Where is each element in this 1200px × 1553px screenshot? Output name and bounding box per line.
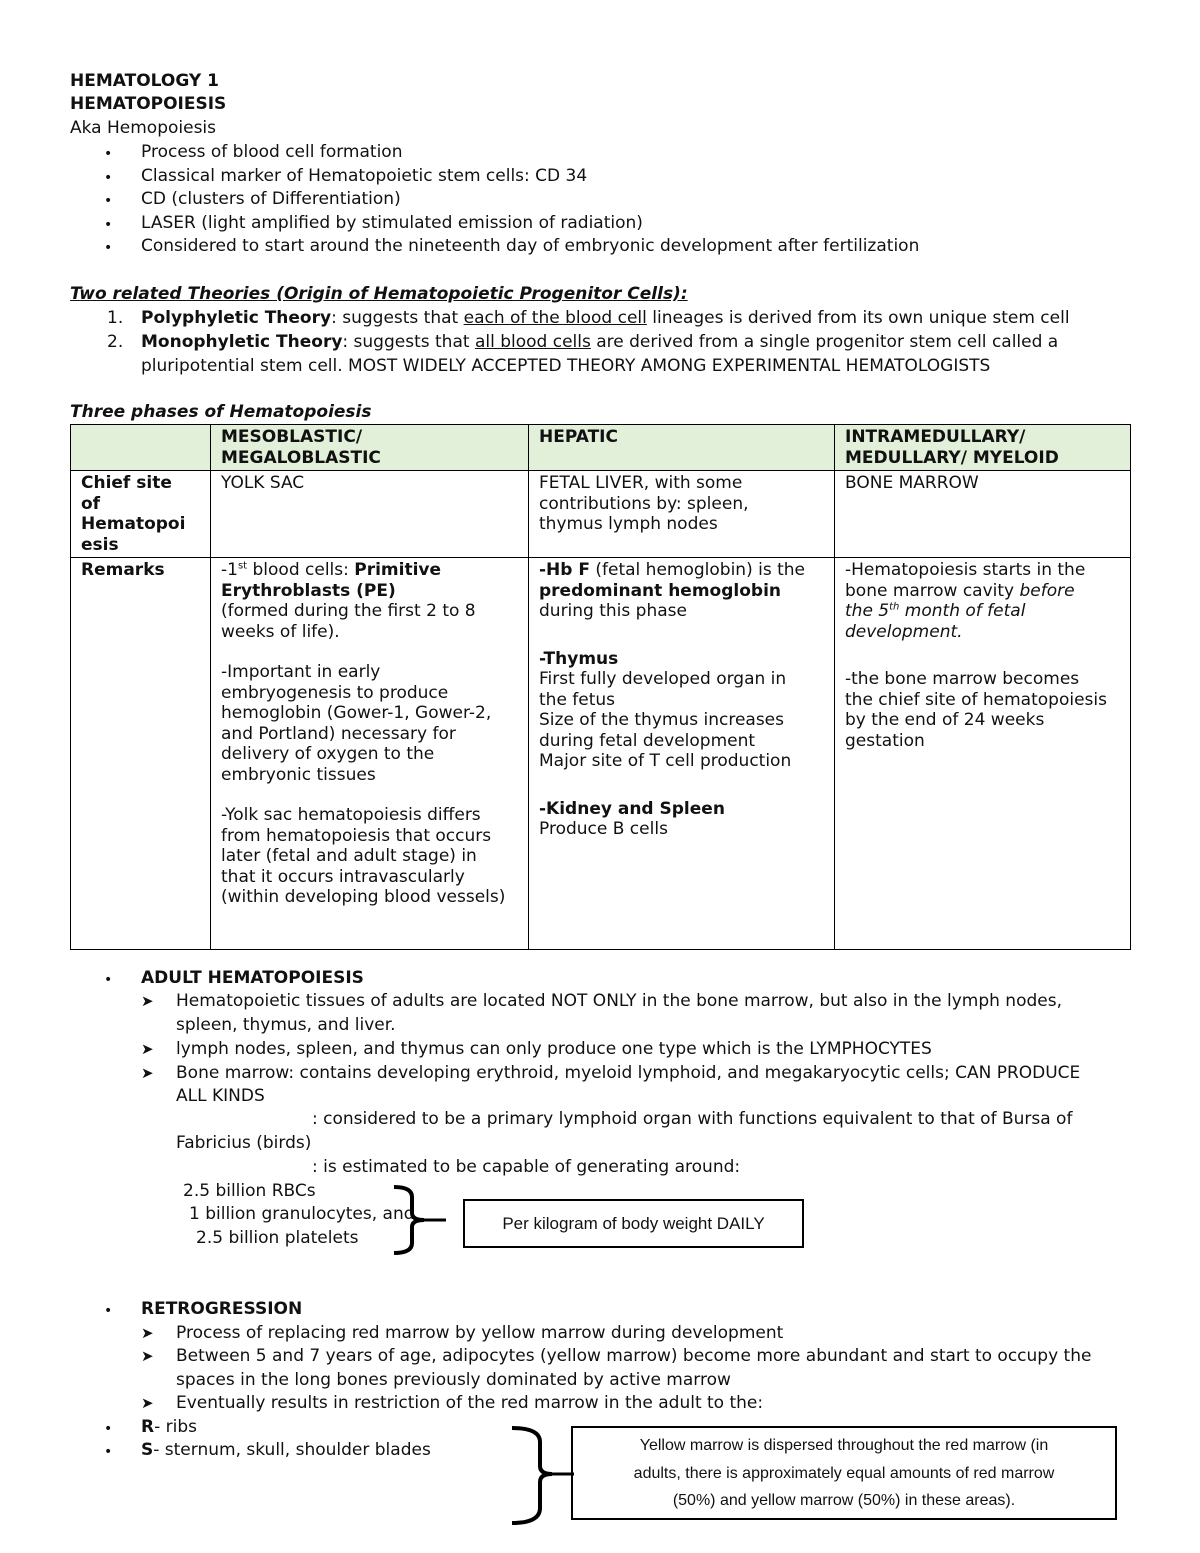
theory-text: are derived from a single progenitor stem cell called a xyxy=(590,332,1059,352)
cell-line: BONE MARROW xyxy=(845,473,979,493)
row-label-remarks: Remarks xyxy=(71,558,211,950)
rs-letter: R xyxy=(141,1417,155,1437)
chief-site-mesoblastic xyxy=(211,471,529,558)
list-item: Eventually results in restriction of the red marrow in the adult to the: xyxy=(176,1393,764,1413)
cell-text: (fetal hemoglobin) is the xyxy=(589,560,805,580)
cell-line: Major site of T cell production xyxy=(539,751,792,771)
header-line: MEGALOBLASTIC xyxy=(221,447,381,468)
bullet-icon: • xyxy=(104,972,113,988)
list-item-continued: spleen, thymus, and liver. xyxy=(176,1015,396,1035)
superscript: st xyxy=(237,560,248,572)
list-item: LASER (light amplified by stimulated emission of radiation) xyxy=(141,213,643,233)
column-header-hepatic xyxy=(529,425,835,471)
cell-line: -Important in early xyxy=(221,662,381,682)
cell-line: by the end of 24 weeks xyxy=(845,710,1045,730)
cell-line: predominant hemoglobin xyxy=(539,580,781,601)
cell-line: -Hematopoiesis starts in the xyxy=(845,560,1086,580)
cell-line: embryogenesis to produce xyxy=(221,682,449,703)
bullet-icon: • xyxy=(104,170,113,186)
cell-line xyxy=(539,560,824,581)
list-number: 2. xyxy=(107,332,124,352)
list-number: 1. xyxy=(107,308,124,328)
header-line: INTRAMEDULLARY/ xyxy=(845,427,1026,447)
theory-name: Polyphyletic Theory xyxy=(141,308,332,328)
bullet-icon: • xyxy=(104,1421,113,1437)
curly-brace-icon xyxy=(508,1424,578,1528)
rs-letter: S xyxy=(141,1440,154,1460)
bullet-icon: • xyxy=(104,217,113,233)
phases-table xyxy=(70,424,1131,950)
rs-text: - sternum, skull, shoulder blades xyxy=(153,1440,431,1460)
theory-text: : suggests that xyxy=(331,308,464,328)
list-item: Hematopoietic tissues of adults are located NOT ONLY in the bone marrow, but also in the lymph nodes, xyxy=(176,991,1062,1011)
cell-text: -1 xyxy=(221,560,238,580)
cell-line: -Yolk sac hematopoiesis differs xyxy=(221,805,481,825)
curly-brace-icon xyxy=(390,1183,450,1257)
theories-heading: Two related Theories (Origin of Hematopoietic Progenitor Cells): xyxy=(70,284,688,304)
theory-text: lineages is derived from its own unique stem cell xyxy=(646,308,1070,328)
superscript: th xyxy=(889,601,900,613)
arrow-bullet-icon: ➤ xyxy=(141,1394,154,1412)
per-kilogram-box: Per kilogram of body weight DAILY xyxy=(463,1199,804,1248)
list-item: Classical marker of Hematopoietic stem cells: CD 34 xyxy=(141,166,588,186)
cell-line: development. xyxy=(845,621,963,642)
label-line: Chief site xyxy=(81,473,172,493)
phases-heading: Three phases of Hematopoiesis xyxy=(70,402,372,422)
yellow-marrow-box xyxy=(571,1426,1117,1520)
list-item: Process of replacing red marrow by yellow marrow during development xyxy=(176,1323,784,1343)
list-item: lymph nodes, spleen, and thymus can only produce one type which is the LYMPHOCYTES xyxy=(176,1039,932,1059)
cell-line: FETAL LIVER, with some xyxy=(539,473,743,493)
doc-subtitle: HEMATOPOIESIS xyxy=(70,94,227,114)
cell-line: embryonic tissues xyxy=(221,764,376,785)
bullet-icon: • xyxy=(104,193,113,209)
retrogression-heading: RETROGRESSION xyxy=(141,1299,303,1319)
cell-subheading: -Kidney and Spleen xyxy=(539,798,725,819)
theory-text-continued: pluripotential stem cell. MOST WIDELY ACCEPTED THEORY AMONG EXPERIMENTAL HEMATOLOGISTS xyxy=(141,356,991,376)
box-line: Yellow marrow is dispersed throughout the red marrow (in xyxy=(639,1437,1049,1454)
theory-text: : suggests that xyxy=(342,332,475,352)
cell-subheading: -Thymus xyxy=(539,648,619,669)
capable-line: : is estimated to be capable of generating around: xyxy=(312,1157,741,1177)
theory-underlined: each of the blood cell xyxy=(463,308,647,328)
cell-bold-text: Primitive xyxy=(354,560,442,580)
table-corner-cell xyxy=(71,425,211,471)
theory-name: Monophyletic Theory xyxy=(141,332,343,352)
cell-line: contributions by: spleen, xyxy=(539,493,749,514)
cell-line: from hematopoiesis that occurs xyxy=(221,825,492,846)
list-item: Bone marrow: contains developing erythroid, myeloid lymphoid, and megakaryocytic cells; CAN PRODUCE xyxy=(176,1063,1081,1083)
theory-underlined: all blood cells xyxy=(474,332,591,352)
header-line: MEDULLARY/ MYELOID xyxy=(845,447,1059,468)
cell-line: the fetus xyxy=(539,689,616,710)
cell-line: thymus lymph nodes xyxy=(539,514,718,534)
table-row-remarks xyxy=(71,558,1131,950)
cell-italic-text: month of fetal xyxy=(899,601,1026,621)
header-line: HEPATIC xyxy=(539,427,618,447)
label-line: Hematopoi xyxy=(81,514,186,534)
count-platelets: 2.5 billion platelets xyxy=(196,1228,359,1248)
arrow-bullet-icon: ➤ xyxy=(141,1324,154,1342)
cell-text: bone marrow cavity xyxy=(845,580,1020,601)
list-item-continued: ALL KINDS xyxy=(176,1086,265,1106)
bullet-icon: • xyxy=(104,240,113,256)
arrow-bullet-icon: ➤ xyxy=(141,992,154,1010)
cell-line: the chief site of hematopoiesis xyxy=(845,689,1107,710)
cell-line: during fetal development xyxy=(539,730,756,751)
list-item: Process of blood cell formation xyxy=(141,142,403,162)
count-rbc: 2.5 billion RBCs xyxy=(183,1181,316,1201)
row-label-chief-site xyxy=(71,471,211,558)
cell-line: YOLK SAC xyxy=(221,473,305,493)
cell-line: delivery of oxygen to the xyxy=(221,744,435,764)
cell-line: weeks of life). xyxy=(221,621,340,642)
remarks-medullary xyxy=(835,558,1131,950)
cell-text: blood cells: xyxy=(247,560,355,580)
cell-line xyxy=(221,560,518,581)
cell-bold-text: -Hb F xyxy=(539,560,590,580)
table-header-row xyxy=(71,425,1131,471)
cell-line: during this phase xyxy=(539,601,687,621)
list-item: Considered to start around the nineteenth day of embryonic development after fertilization xyxy=(141,236,920,256)
cell-italic-text: before xyxy=(1019,580,1075,601)
doc-title: HEMATOLOGY 1 xyxy=(70,71,219,91)
count-granulocytes: 1 billion granulocytes, and xyxy=(189,1204,415,1224)
cell-line: hemoglobin (Gower-1, Gower-2, xyxy=(221,703,492,723)
arrow-bullet-icon: ➤ xyxy=(141,1347,154,1365)
cell-line: and Portland) necessary for xyxy=(221,723,456,744)
theory-monophyletic xyxy=(141,331,1058,355)
list-item-continued: spaces in the long bones previously dominated by active marrow xyxy=(176,1370,731,1390)
cell-italic-text: the 5 xyxy=(845,601,890,621)
cell-line: later (fetal and adult stage) in xyxy=(221,846,477,866)
arrow-bullet-icon: ➤ xyxy=(141,1064,154,1082)
aka-line: Aka Hemopoiesis xyxy=(70,118,217,138)
theory-polyphyletic xyxy=(141,307,1070,331)
cell-line: Produce B cells xyxy=(539,819,668,839)
cell-line: (within developing blood vessels) xyxy=(221,887,506,907)
rs-text: - ribs xyxy=(154,1417,197,1437)
cell-line xyxy=(845,581,1120,602)
cell-line: Size of the thymus increases xyxy=(539,710,784,730)
header-line: MESOBLASTIC/ xyxy=(221,427,363,447)
remarks-hepatic xyxy=(529,558,835,950)
adult-heading: ADULT HEMATOPOIESIS xyxy=(141,968,364,988)
column-header-medullary xyxy=(835,425,1131,471)
cell-line: (formed during the first 2 to 8 xyxy=(221,601,476,621)
primary-organ-line: : considered to be a primary lymphoid organ with functions equivalent to that of Bursa of xyxy=(312,1109,1073,1129)
rs-item-r xyxy=(141,1416,197,1440)
chief-site-hepatic xyxy=(529,471,835,558)
rs-item-s xyxy=(141,1439,431,1463)
box-line: adults, there is approximately equal amounts of red marrow xyxy=(633,1464,1055,1482)
remarks-mesoblastic xyxy=(211,558,529,950)
list-item: CD (clusters of Differentiation) xyxy=(141,189,401,209)
column-header-mesoblastic xyxy=(211,425,529,471)
label-line: esis xyxy=(81,534,119,555)
cell-line: that it occurs intravascularly xyxy=(221,866,465,887)
cell-line: gestation xyxy=(845,730,925,751)
cell-line: Erythroblasts (PE) xyxy=(221,580,396,601)
bullet-icon: • xyxy=(104,1444,113,1460)
chief-site-medullary xyxy=(835,471,1131,558)
arrow-bullet-icon: ➤ xyxy=(141,1040,154,1058)
cell-line: First fully developed organ in xyxy=(539,669,787,689)
label-line: of xyxy=(81,493,101,514)
cell-line xyxy=(845,601,1120,622)
cell-line: -the bone marrow becomes xyxy=(845,669,1080,689)
table-row-chief-site xyxy=(71,471,1131,558)
bullet-icon: • xyxy=(104,1303,113,1319)
list-item: Between 5 and 7 years of age, adipocytes (yellow marrow) become more abundant and start to occupy the xyxy=(176,1346,1092,1366)
bullet-icon: • xyxy=(104,146,113,162)
primary-organ-line-continued: Fabricius (birds) xyxy=(176,1133,312,1153)
box-line: (50%) and yellow marrow (50%) in these areas). xyxy=(672,1492,1016,1509)
